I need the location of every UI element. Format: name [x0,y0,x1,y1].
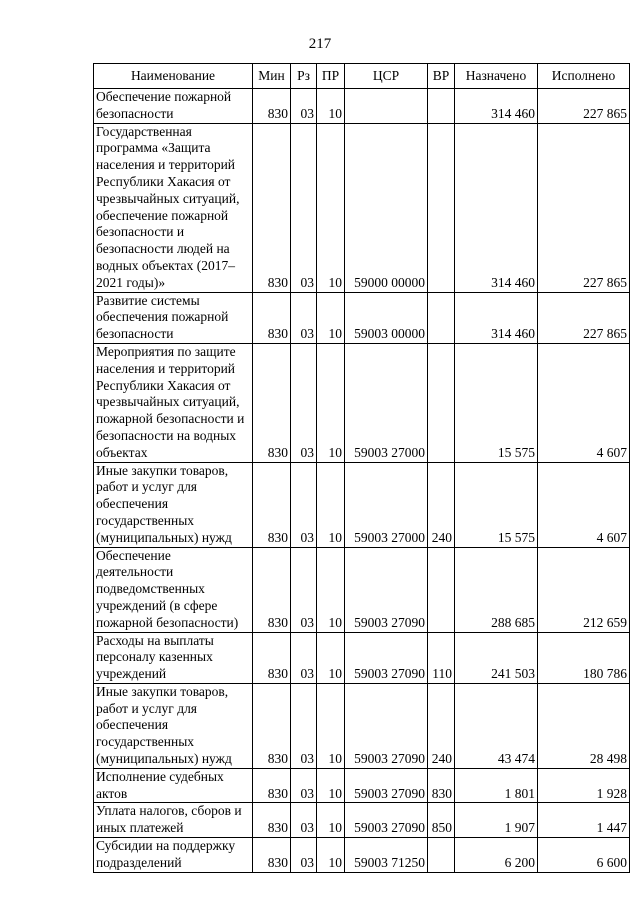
row-min: 830 [253,343,291,462]
row-planned: 288 685 [455,547,538,632]
table-row [94,462,630,547]
row-csr: 59003 27090 [345,683,428,768]
row-pr: 10 [317,343,345,462]
row-min: 830 [253,683,291,768]
row-planned: 314 460 [455,89,538,124]
row-vr [428,547,455,632]
row-csr: 59003 27090 [345,632,428,683]
header-planned: Назначено [455,64,538,89]
row-executed: 28 498 [538,683,630,768]
table-row [94,632,630,683]
row-executed: 1 447 [538,803,630,838]
row-executed: 227 865 [538,89,630,124]
row-name: Расходы на выплаты персоналу казенных учреждений [94,632,253,683]
row-planned: 43 474 [455,683,538,768]
table-row [94,343,630,462]
row-executed: 227 865 [538,292,630,343]
row-executed: 1 928 [538,768,630,803]
row-planned: 15 575 [455,343,538,462]
row-pr: 10 [317,683,345,768]
row-pr: 10 [317,292,345,343]
row-rz: 03 [291,838,317,873]
row-min: 830 [253,547,291,632]
row-rz: 03 [291,683,317,768]
row-min: 830 [253,292,291,343]
row-executed: 180 786 [538,632,630,683]
row-rz: 03 [291,462,317,547]
table-row [94,123,630,292]
table-row [94,768,630,803]
row-csr: 59003 27090 [345,803,428,838]
row-min: 830 [253,89,291,124]
table-header-row [94,64,630,89]
row-vr: 830 [428,768,455,803]
row-csr: 59003 00000 [345,292,428,343]
row-name: Иные закупки товаров, работ и услуг для обеспечения государственных (муниципальных) нужд [94,462,253,547]
row-executed: 212 659 [538,547,630,632]
row-name: Развитие системы обеспечения пожарной безопасности [94,292,253,343]
row-min: 830 [253,803,291,838]
row-executed: 4 607 [538,343,630,462]
table-row [94,292,630,343]
row-name: Субсидии на поддержку подразделений [94,838,253,873]
row-csr: 59003 27090 [345,768,428,803]
row-csr: 59003 27000 [345,343,428,462]
row-rz: 03 [291,89,317,124]
row-executed: 227 865 [538,123,630,292]
row-vr: 110 [428,632,455,683]
row-vr [428,123,455,292]
table-row [94,683,630,768]
table-row [94,803,630,838]
row-planned: 314 460 [455,123,538,292]
table-row [94,89,630,124]
row-name: Обеспечение пожарной безопасности [94,89,253,124]
row-csr: 59000 00000 [345,123,428,292]
row-vr [428,838,455,873]
row-vr [428,343,455,462]
table-row [94,838,630,873]
row-planned: 1 801 [455,768,538,803]
row-csr: 59003 27000 [345,462,428,547]
row-name: Обеспечение деятельности подведомственных учреждений (в сфере пожарной безопасности) [94,547,253,632]
row-name: Мероприятия по защите населения и территорий Республики Хакасия от чрезвычайных ситуаций, пожарной безопасности и безопасности на водных объектах [94,343,253,462]
row-min: 830 [253,123,291,292]
row-min: 830 [253,462,291,547]
header-csr: ЦСР [345,64,428,89]
row-vr: 850 [428,803,455,838]
row-csr: 59003 27090 [345,547,428,632]
row-vr [428,292,455,343]
row-min: 830 [253,632,291,683]
row-name: Исполнение судебных актов [94,768,253,803]
row-csr: 59003 71250 [345,838,428,873]
row-pr: 10 [317,462,345,547]
row-rz: 03 [291,547,317,632]
row-planned: 6 200 [455,838,538,873]
row-vr: 240 [428,462,455,547]
row-rz: 03 [291,768,317,803]
row-rz: 03 [291,632,317,683]
row-executed: 6 600 [538,838,630,873]
row-pr: 10 [317,89,345,124]
row-pr: 10 [317,123,345,292]
header-name: Наименование [94,64,253,89]
row-planned: 241 503 [455,632,538,683]
row-rz: 03 [291,123,317,292]
row-rz: 03 [291,803,317,838]
row-pr: 10 [317,803,345,838]
row-name: Уплата налогов, сборов и иных платежей [94,803,253,838]
row-min: 830 [253,838,291,873]
header-min: Мин [253,64,291,89]
row-vr [428,89,455,124]
header-pr: ПР [317,64,345,89]
row-rz: 03 [291,343,317,462]
row-vr: 240 [428,683,455,768]
table-row [94,547,630,632]
header-executed: Исполнено [538,64,630,89]
row-pr: 10 [317,838,345,873]
row-min: 830 [253,768,291,803]
header-rz: Рз [291,64,317,89]
header-vr: ВР [428,64,455,89]
row-pr: 10 [317,547,345,632]
row-planned: 15 575 [455,462,538,547]
page-number: 217 [308,36,332,52]
row-pr: 10 [317,632,345,683]
row-name: Иные закупки товаров, работ и услуг для обеспечения государственных (муниципальных) нужд [94,683,253,768]
row-rz: 03 [291,292,317,343]
row-csr [345,89,428,124]
row-executed: 4 607 [538,462,630,547]
row-name: Государственная программа «Защита населения и территорий Республики Хакасия от чрезвычайных ситуаций, обеспечение пожарной безопасности и безопасности людей на водных объектах (2017–2021 годы)» [94,123,253,292]
budget-table [93,63,630,873]
row-pr: 10 [317,768,345,803]
row-planned: 1 907 [455,803,538,838]
row-planned: 314 460 [455,292,538,343]
